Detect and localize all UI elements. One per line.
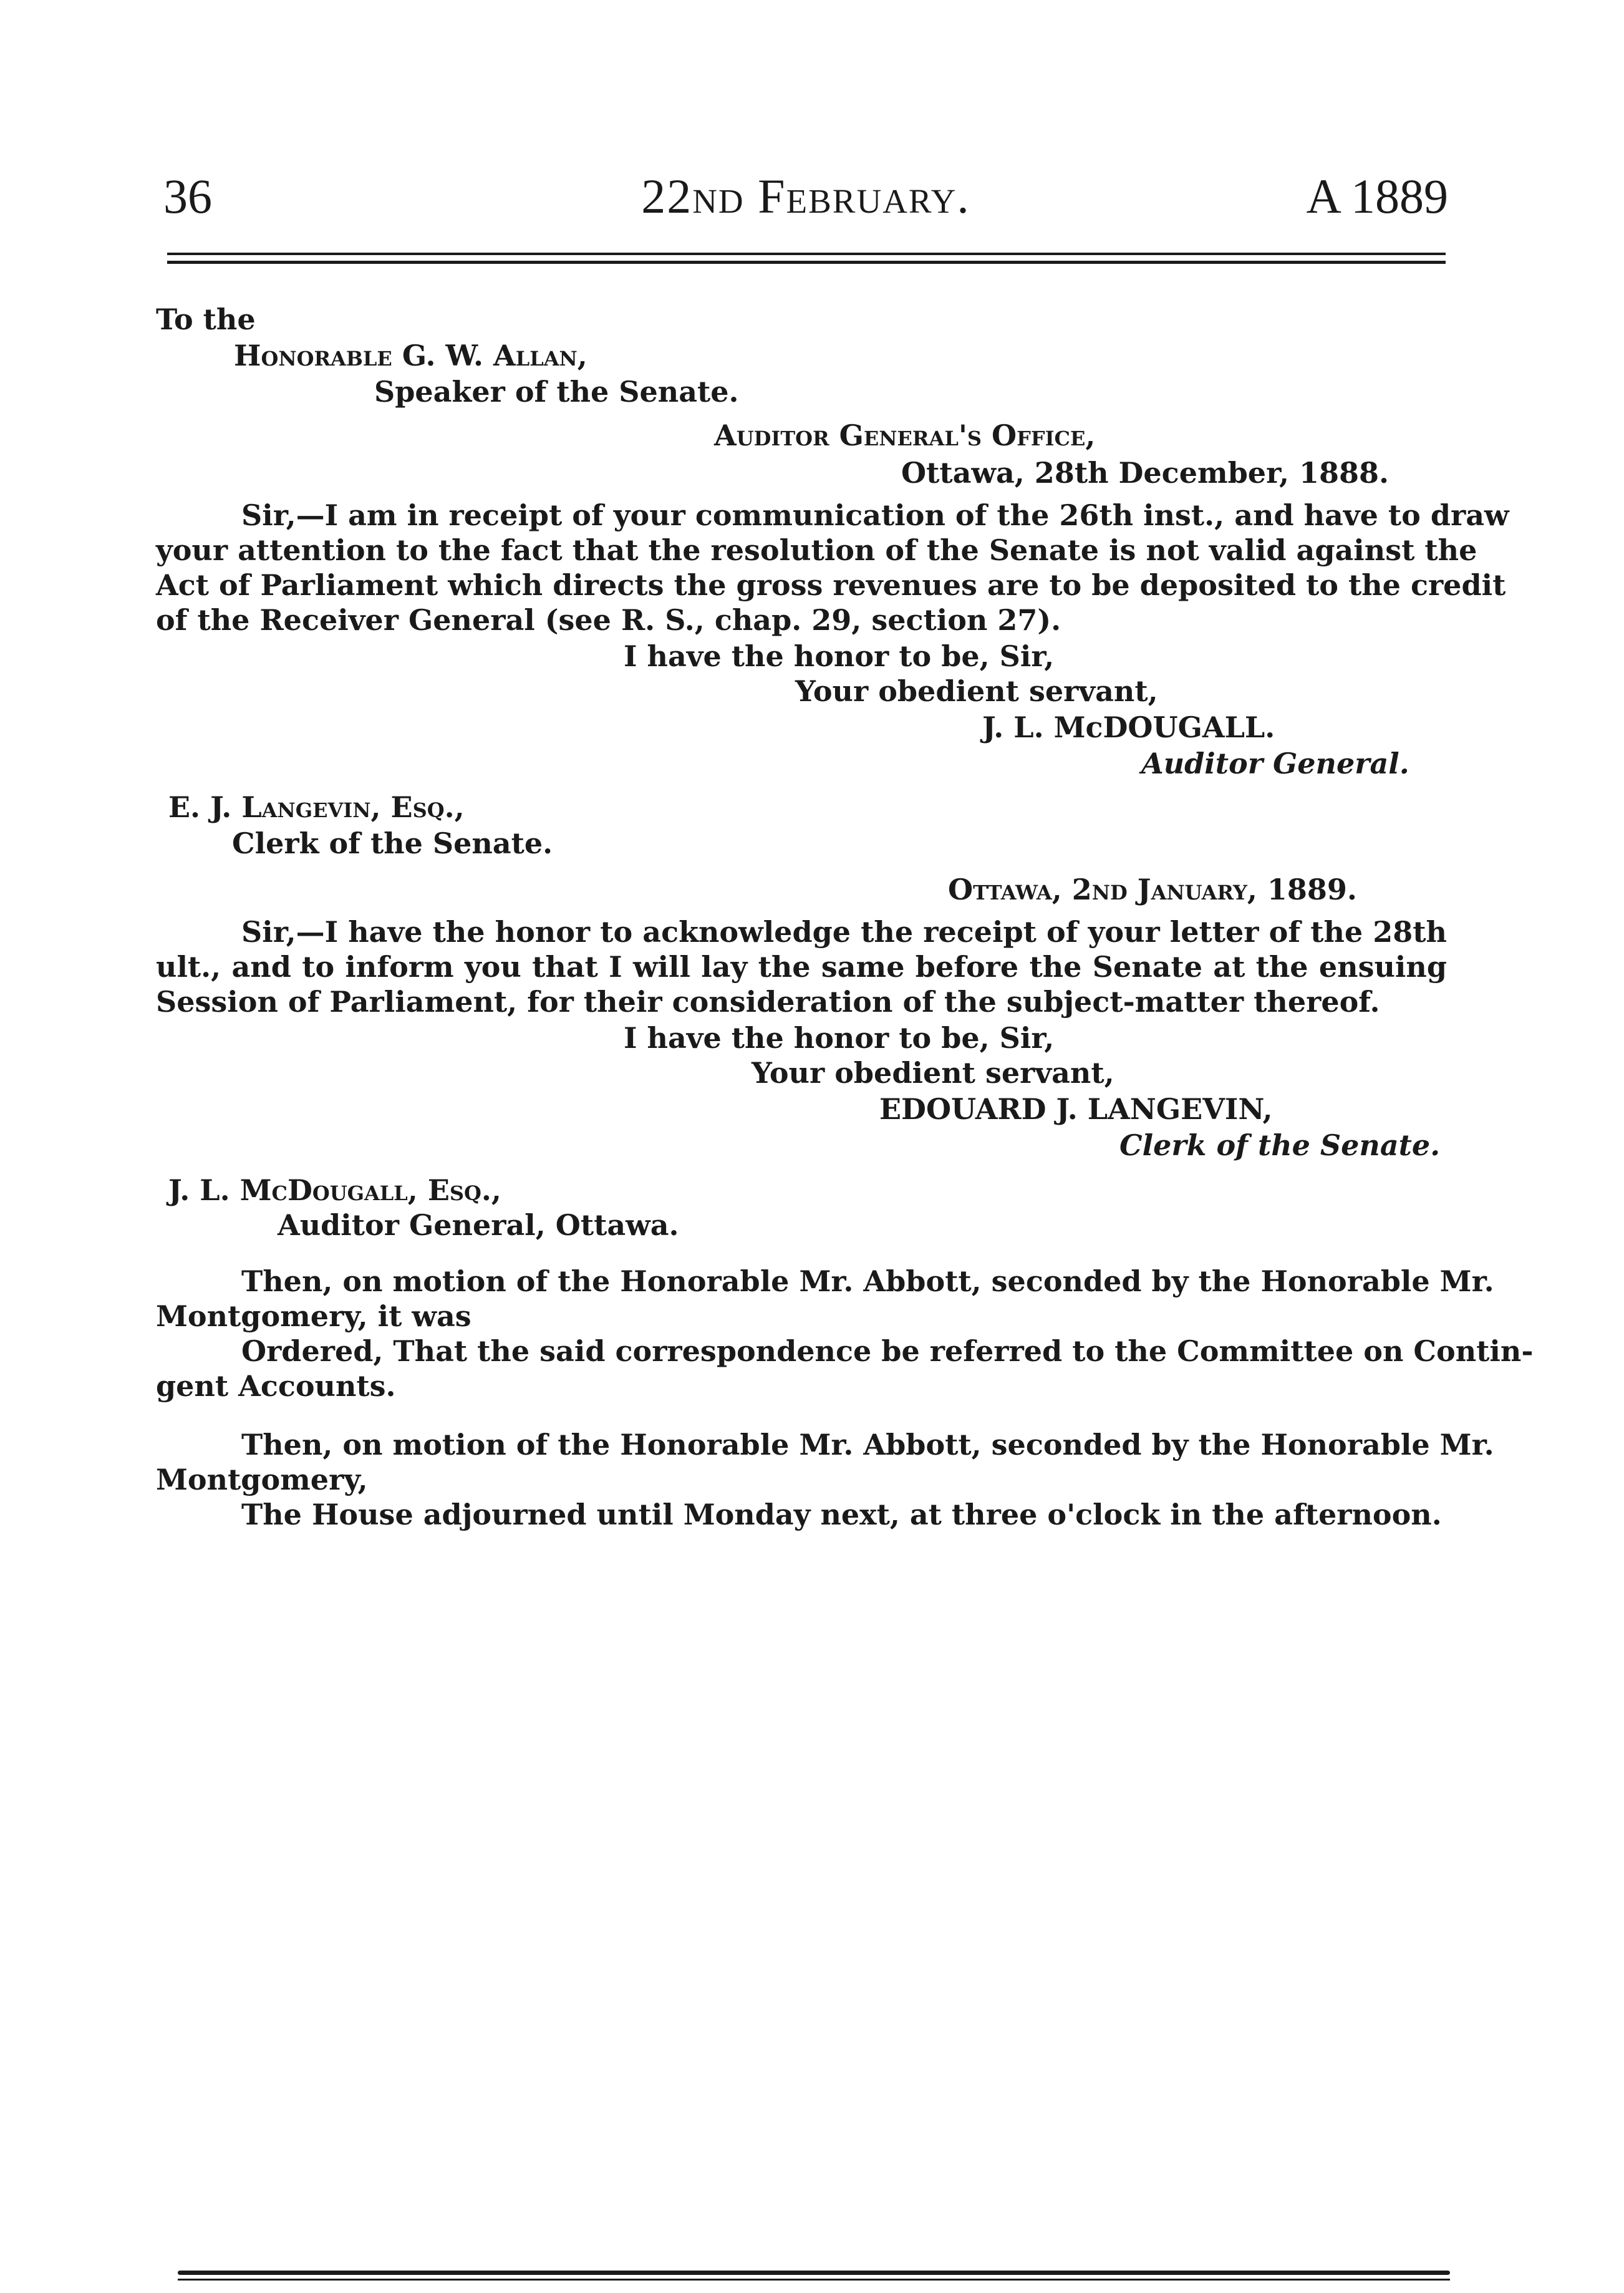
letter1-body-line-3: Act of Parliament which directs the gross revenues are to be deposited to the credit [156,568,1506,602]
letter2-recipient-title: Auditor General, Ottawa. [278,1208,679,1242]
motion1-line-1: Then, on motion of the Honorable Mr. Abbott, seconded by the Honorable Mr. [241,1264,1494,1298]
letter2-addressee-title: Clerk of the Senate. [232,827,553,860]
letter2-recipient-name: J. L. McDougall, Esq., [168,1173,501,1207]
letter1-to-the: To the [156,303,256,336]
motion2-line-1: Then, on motion of the Honorable Mr. Abbott, seconded by the Honorable Mr. [241,1428,1494,1462]
footer-double-rule [178,2271,1450,2281]
page-number: 36 [163,169,212,223]
motion2-line-3: The House adjourned until Monday next, at three o'clock in the afternoon. [241,1498,1442,1531]
letter2-addressee-name: E. J. Langevin, Esq., [168,790,465,824]
letter2-body-line-1: Sir,—I have the honor to acknowledge the receipt of your letter of the 28th [241,915,1447,949]
letter1-addressee-name: Honorable G. W. Allan, [234,339,587,372]
page-header [163,159,1448,234]
letter1-signature: J. L. McDOUGALL. [982,710,1275,744]
letter1-closing-2: Your obedient servant, [795,674,1158,708]
motion2-line-2: Montgomery, [156,1463,368,1496]
header-date: 22nd February. [641,169,970,223]
letter1-body-line-4: of the Receiver General (see R. S., chap. 29, section 27). [156,603,1061,637]
letter1-place-date: Ottawa, 28th December, 1888. [901,456,1390,490]
motion1-line-2: Montgomery, it was [156,1299,471,1333]
letter2-body-line-3: Session of Parliament, for their consideration of the subject-matter thereof. [156,985,1380,1019]
motion1-line-3: Ordered, That the said correspondence be referred to the Committee on Contin- [241,1334,1534,1368]
letter2-body-line-2: ult., and to inform you that I will lay the same before the Senate at the ensuing [156,950,1447,984]
letter2-signature-title: Clerk of the Senate. [1119,1128,1441,1162]
header-double-rule [167,253,1446,264]
letter2-closing-1: I have the honor to be, Sir, [624,1021,1055,1055]
letter1-signature-title: Auditor General. [1141,747,1409,780]
letter1-body-line-1: Sir,—I am in receipt of your communication of the 26th inst., and have to draw [241,498,1509,532]
letter1-body-line-2: your attention to the fact that the resolution of the Senate is not valid against the [156,533,1477,567]
letter2-place-date: Ottawa, 2nd January, 1889. [948,873,1357,906]
motion1-line-4: gent Accounts. [156,1369,396,1403]
letter1-addressee-title: Speaker of the Senate. [374,375,739,409]
header-year: A 1889 [1306,169,1448,223]
letter2-signature: EDOUARD J. LANGEVIN, [879,1092,1273,1126]
letter1-office: Auditor General's Office, [714,419,1096,452]
letter1-closing-1: I have the honor to be, Sir, [624,639,1055,673]
letter2-closing-2: Your obedient servant, [752,1056,1114,1090]
